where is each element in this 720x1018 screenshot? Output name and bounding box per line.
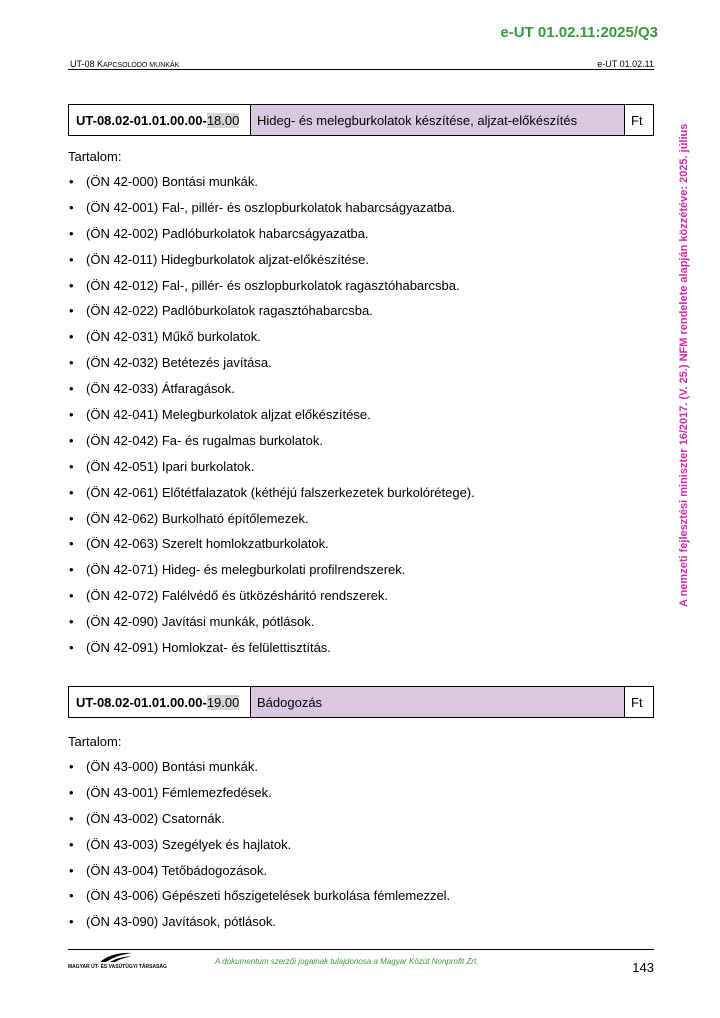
list-item: • (ÖN 42-072) Falélvédő és ütközésháritó rendszerek. (68, 588, 475, 614)
content-label: Tartalom: (68, 149, 122, 164)
list-item: • (ÖN 42-031) Műkő burkolatok. (68, 329, 475, 355)
list-item: • (ÖN 42-062) Burkolható építőlemezek. (68, 511, 475, 537)
item-code-suffix: 19.00 (206, 694, 240, 710)
list-item: • (ÖN 42-001) Fal-, pillér- és oszlopburkolatok habarcságyazatba. (68, 200, 475, 226)
list-item: • (ÖN 42-041) Melegburkolatok aljzat előkészítése. (68, 407, 475, 433)
list-item: • (ÖN 42-091) Homlokzat- és felülettisztítás. (68, 640, 475, 666)
list-item: • (ÖN 43-090) Javítások, pótlások. (68, 914, 450, 940)
item-code-suffix: 18.00 (206, 112, 240, 128)
list-item: • (ÖN 43-004) Tetőbádogozások. (68, 863, 450, 889)
copyright-note: A dokumentum szerzői jogainak tulajdonosa a Magyar Közút Nonprofit Zrt. (215, 957, 479, 966)
content-list-18 (68, 174, 475, 666)
list-item: • (ÖN 42-002) Padlóburkolatok habarcságyazatba. (68, 226, 475, 252)
section-header-18 (68, 104, 654, 136)
content-label: Tartalom: (68, 734, 122, 749)
logo-text: MAGYAR ÚT- ÉS VASÚTÜGYI TÁRSASÁG (68, 964, 167, 970)
item-title: Bádogozás (251, 687, 625, 717)
list-item: • (ÖN 42-090) Javítási munkák, pótlások. (68, 614, 475, 640)
list-item: • (ÖN 42-012) Fal-, pillér- és oszlopburkolatok ragasztóhabarcsba. (68, 278, 475, 304)
road-swoosh-icon (98, 951, 134, 963)
footer-rule (68, 949, 654, 950)
list-item: • (ÖN 42-042) Fa- és rugalmas burkolatok. (68, 433, 475, 459)
header-rule (68, 69, 654, 70)
chapter-smallcaps: APCSOLÓDÓ MUNKÁK (103, 62, 180, 69)
list-item: • (ÖN 42-033) Átfaragások. (68, 381, 475, 407)
publication-side-note: A nemzeti fejlesztési miniszter 16/2017. (V. 25.) NFM rendelete alapján közzétéve: 2025. július (678, 123, 690, 607)
list-item: • (ÖN 43-002) Csatornák. (68, 811, 450, 837)
item-unit: Ft (631, 694, 643, 710)
list-item: • (ÖN 42-000) Bontási munkák. (68, 174, 475, 200)
item-code (69, 687, 251, 717)
list-item: • (ÖN 43-001) Fémlemezfedések. (68, 785, 450, 811)
list-item: • (ÖN 42-011) Hidegburkolatok aljzat-előkészítése. (68, 252, 475, 278)
page-number: 143 (632, 960, 654, 975)
item-code-prefix: UT-08.02-01.01.00.00- (76, 694, 207, 710)
society-logo (68, 951, 168, 973)
running-header-chapter (70, 59, 179, 69)
list-item: • (ÖN 42-061) Előtétfalazatok (kéthéjú falszerkezetek burkolórétege). (68, 485, 475, 511)
running-header-doc: e-UT 01.02.11 (597, 59, 654, 69)
list-item: • (ÖN 43-006) Gépészeti hőszigetelések burkolása fémlemezzel. (68, 888, 450, 914)
content-list-19 (68, 759, 450, 940)
document-code: e-UT 01.02.11:2025/Q3 (500, 24, 658, 41)
list-item: • (ÖN 43-003) Szegélyek és hajlatok. (68, 837, 450, 863)
item-title: Hideg- és melegburkolatok készítése, aljzat-előkészítés (251, 105, 625, 135)
list-item: • (ÖN 42-071) Hideg- és melegburkolati profilrendszerek. (68, 562, 475, 588)
item-code (69, 105, 251, 135)
item-code-prefix: UT-08.02-01.01.00.00- (76, 112, 207, 128)
chapter-prefix: UT-08 K (70, 59, 104, 69)
list-item: • (ÖN 42-063) Szerelt homlokzatburkolatok. (68, 536, 475, 562)
list-item: • (ÖN 43-000) Bontási munkák. (68, 759, 450, 785)
section-header-19 (68, 686, 654, 718)
list-item: • (ÖN 42-051) Ipari burkolatok. (68, 459, 475, 485)
item-unit: Ft (631, 112, 643, 128)
list-item: • (ÖN 42-032) Betétezés javítása. (68, 355, 475, 381)
list-item: • (ÖN 42-022) Padlóburkolatok ragasztóhabarcsba. (68, 303, 475, 329)
